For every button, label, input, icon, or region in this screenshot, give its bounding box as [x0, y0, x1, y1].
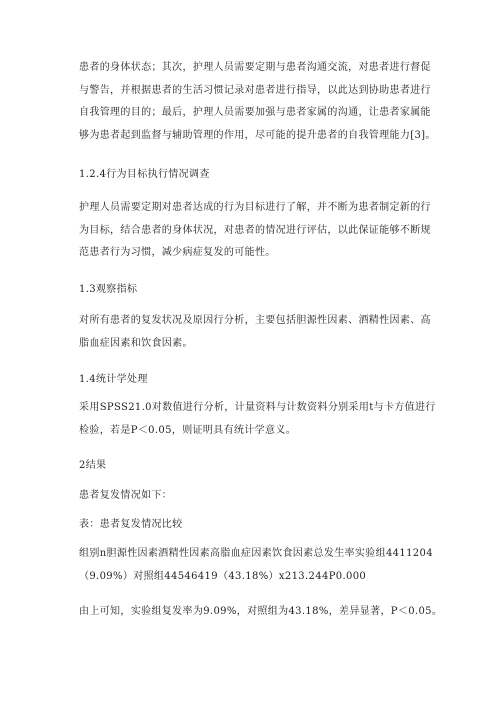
text-line: 由上可知，实验组复发率为9.09%，对照组为43.18%，差异显著，P＜0.05。	[79, 606, 443, 617]
text-line: 范患者行为习惯，减少病症复发的可能性。	[79, 247, 276, 258]
heading-1-4: 1.4统计学处理	[79, 374, 148, 385]
text-line: 患者复发情况如下：	[79, 490, 173, 501]
heading-1-2-4: 1.2.4行为目标执行情况调查	[79, 169, 210, 180]
text-line: 对所有患者的复发状况及原因行分析，主要包括胆源性因素、酒精性因素、高	[79, 315, 431, 326]
text-line: 采用SPSS21.0对数值进行分析，计量资料与计数资料分别采用t与卡方值进行	[79, 402, 436, 413]
table-caption: 表：患者复发情况比较	[79, 519, 183, 530]
text-line: （9.09%）对照组44546419（43.18%）x213.244P0.000	[79, 570, 367, 582]
text-line: 自我管理的目的；最后，护理人员需要加强与患者家属的沟通，让患者家属能	[79, 107, 431, 118]
paragraph-conclusion	[79, 601, 443, 624]
text-line: 为目标，结合患者的身体状况，对患者的情况进行评估，以此保证能够不断规	[79, 224, 431, 236]
text-line: 患者的身体状态；其次，护理人员需要定期与患者沟通交流，对患者进行督促	[79, 62, 431, 73]
text-line: 检验，若是P＜0.05，则证明具有统计学意义。	[79, 424, 297, 436]
heading-2: 2结果	[79, 460, 107, 471]
paragraph-recurrence-intro	[79, 485, 424, 508]
paragraph-behavior-goals	[79, 197, 431, 265]
text-line: 脂血症因素和饮食因素。	[79, 337, 193, 349]
text-line: 与警告，并根据患者的生活习惯记录对患者进行指导，以此达到协助患者进行	[79, 84, 431, 96]
paragraph-observation-index	[79, 310, 431, 355]
heading-1-3: 1.3观察指标	[79, 284, 138, 295]
table-flattened-text	[79, 543, 433, 588]
paragraph-statistics	[79, 397, 436, 442]
text-line: 够为患者起到监督与辅助管理的作用，尽可能的提升患者的自我管理能力[3]。	[79, 129, 436, 141]
paragraph-self-management	[79, 57, 436, 147]
text-line: 组别n胆源性因素酒精性因素高脂血症因素饮食因素总发生率实验组4411204	[79, 548, 433, 559]
text-line: 护理人员需要定期对患者达成的行为目标进行了解，并不断为患者制定新的行	[79, 202, 431, 213]
